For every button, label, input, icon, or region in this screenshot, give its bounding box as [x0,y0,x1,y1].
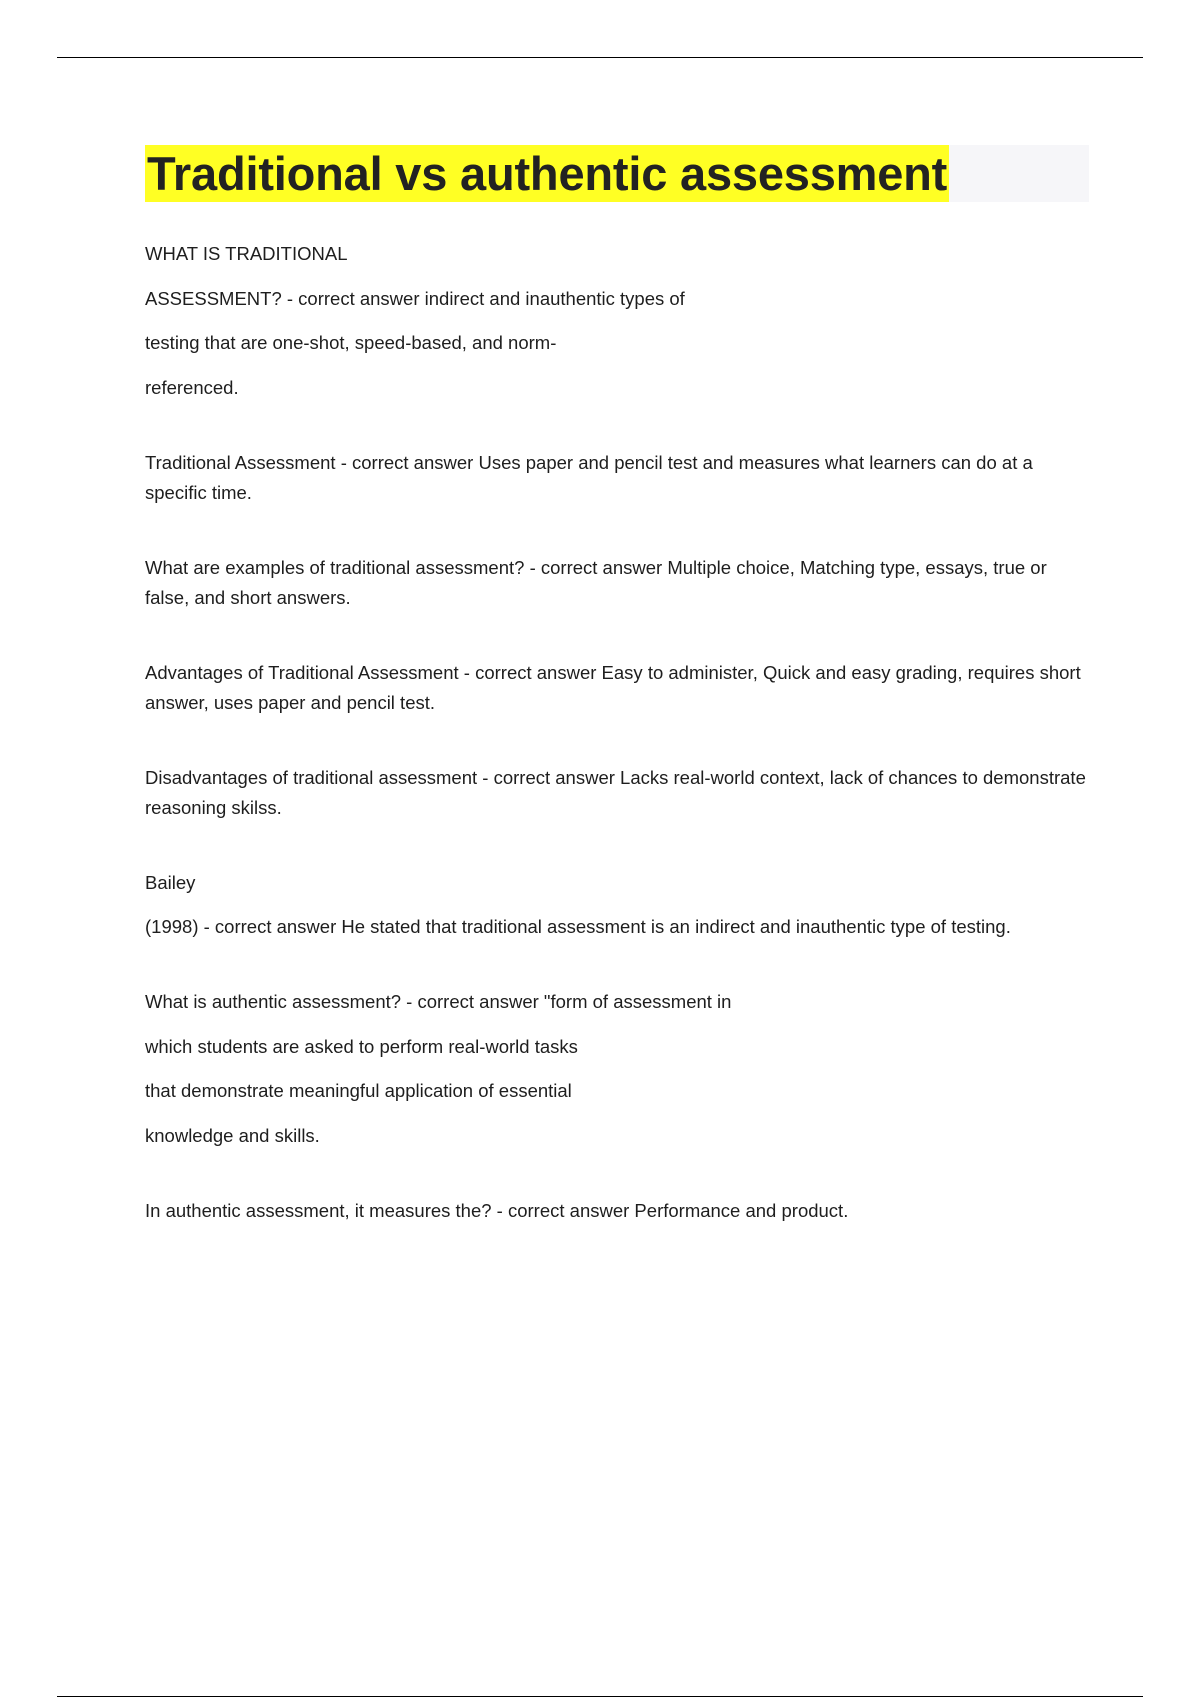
qa-list [145,239,1090,1226]
entry-text: In authentic assessment, it measures the? - correct answer Performance and product. [145,1199,849,1221]
entry-line: Bailey [145,871,196,893]
qa-entry-advantages [145,658,1090,718]
qa-entry-traditional-assessment [145,448,1090,508]
entry-line: referenced. [145,376,239,398]
qa-entry-disadvantages [145,763,1090,823]
qa-entry-examples [145,553,1090,613]
title-block [145,145,1089,202]
entry-line: which students are asked to perform real-world tasks [145,1035,578,1057]
entry-line: ASSESSMENT? - correct answer indirect and inauthentic types of [145,287,685,309]
entry-text: Advantages of Traditional Assessment - correct answer Easy to administer, Quick and easy grading, requires short answer, uses paper and pencil test. [145,661,1081,713]
entry-line: knowledge and skills. [145,1124,320,1146]
entry-text: Disadvantages of traditional assessment - correct answer Lacks real-world context, lack of chances to demonstrate reasoning skilss. [145,766,1086,818]
top-rule [57,57,1143,58]
entry-text: What are examples of traditional assessment? - correct answer Multiple choice, Matching type, essays, true or false, and short answers. [145,556,1047,608]
bottom-rule [57,1696,1143,1697]
entry-line: that demonstrate meaningful application of essential [145,1080,572,1101]
qa-entry-what-is-traditional [145,239,1090,403]
entry-text: Traditional Assessment - correct answer Uses paper and pencil test and measures what learners can do at a specific time. [145,451,1033,503]
qa-entry-what-is-authentic [145,987,1090,1151]
document-title: Traditional vs authentic assessment [147,147,948,200]
entry-line: testing that are one-shot, speed-based, and norm- [145,332,557,353]
qa-entry-bailey [145,868,1090,943]
entry-line: WHAT IS TRADITIONAL [145,243,348,264]
entry-text: (1998) - correct answer He stated that traditional assessment is an indirect and inauthentic type of testing. [145,916,1011,937]
qa-entry-authentic-measures [145,1196,1090,1226]
entry-line: What is authentic assessment? - correct answer "form of assessment in [145,991,732,1012]
document-body [145,145,1090,1226]
